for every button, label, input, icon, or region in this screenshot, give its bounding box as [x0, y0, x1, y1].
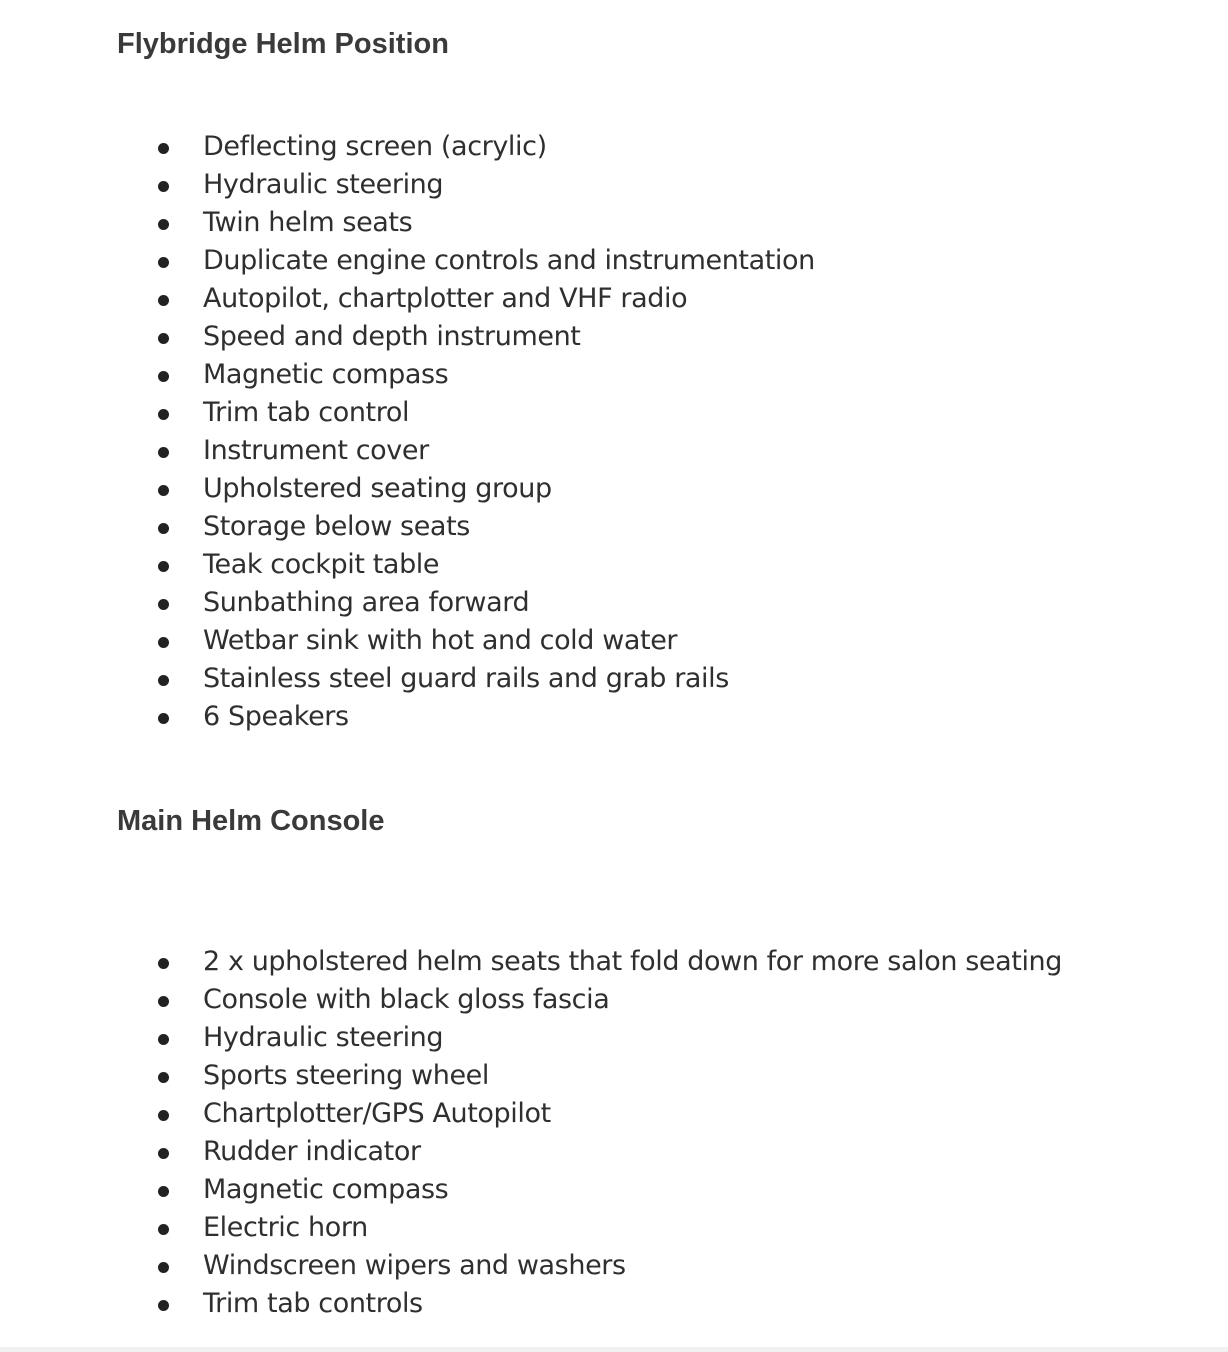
- bullet-icon: [158, 1072, 169, 1083]
- list-item-label: Trim tab controls: [203, 1288, 423, 1319]
- bullet-icon: [158, 675, 169, 686]
- list-item-label: Wetbar sink with hot and cold water: [203, 625, 678, 656]
- bullet-icon: [158, 523, 169, 534]
- list-item-label: Magnetic compass: [203, 359, 449, 390]
- bullet-icon: [158, 257, 169, 268]
- section-heading-main-helm-console: Main Helm Console: [117, 805, 385, 837]
- list-item-label: Rudder indicator: [203, 1136, 421, 1167]
- bullet-icon: [158, 1034, 169, 1045]
- bullet-icon: [158, 1224, 169, 1235]
- list-item-label: Console with black gloss fascia: [203, 984, 610, 1015]
- section-heading-flybridge-helm-position: Flybridge Helm Position: [117, 28, 449, 60]
- bullet-icon: [158, 1148, 169, 1159]
- list-item-label: Speed and depth instrument: [203, 321, 581, 352]
- bullet-icon: [158, 1110, 169, 1121]
- bullet-icon: [158, 143, 169, 154]
- list-item-label: Deflecting screen (acrylic): [203, 131, 547, 162]
- bullet-icon: [158, 1300, 169, 1311]
- bullet-icon: [158, 409, 169, 420]
- bullet-icon: [158, 219, 169, 230]
- list-item-label: Chartplotter/GPS Autopilot: [203, 1098, 551, 1129]
- list-item-label: Autopilot, chartplotter and VHF radio: [203, 283, 688, 314]
- page-bottom-divider: [0, 1347, 1228, 1352]
- bullet-icon: [158, 485, 169, 496]
- bullet-icon: [158, 599, 169, 610]
- list-item-label: 2 x upholstered helm seats that fold down for more salon seating: [203, 946, 1062, 977]
- list-item-label: Windscreen wipers and washers: [203, 1250, 626, 1281]
- list-item-label: Duplicate engine controls and instrumentation: [203, 245, 815, 276]
- bullet-icon: [158, 958, 169, 969]
- bullet-icon: [158, 561, 169, 572]
- list-item-label: Hydraulic steering: [203, 169, 444, 200]
- bullet-icon: [158, 713, 169, 724]
- bullet-icon: [158, 996, 169, 1007]
- bullet-icon: [158, 181, 169, 192]
- list-item-label: Sports steering wheel: [203, 1060, 489, 1091]
- list-item-label: Electric horn: [203, 1212, 368, 1243]
- bullet-icon: [158, 371, 169, 382]
- list-item-label: Storage below seats: [203, 511, 470, 542]
- bullet-icon: [158, 637, 169, 648]
- list-item-label: Upholstered seating group: [203, 473, 552, 504]
- list-item-label: Trim tab control: [203, 397, 410, 428]
- bullet-icon: [158, 1186, 169, 1197]
- list-item-label: Hydraulic steering: [203, 1022, 444, 1053]
- list-item-label: Magnetic compass: [203, 1174, 449, 1205]
- list-item-label: 6 Speakers: [203, 701, 349, 732]
- list-item-label: Sunbathing area forward: [203, 587, 530, 618]
- list-item-label: Teak cockpit table: [203, 549, 440, 580]
- bullet-icon: [158, 447, 169, 458]
- bullet-icon: [158, 333, 169, 344]
- list-item-label: Instrument cover: [203, 435, 429, 466]
- list-item-label: Stainless steel guard rails and grab rails: [203, 663, 729, 694]
- bullet-icon: [158, 1262, 169, 1273]
- list-item-label: Twin helm seats: [203, 207, 413, 238]
- bullet-icon: [158, 295, 169, 306]
